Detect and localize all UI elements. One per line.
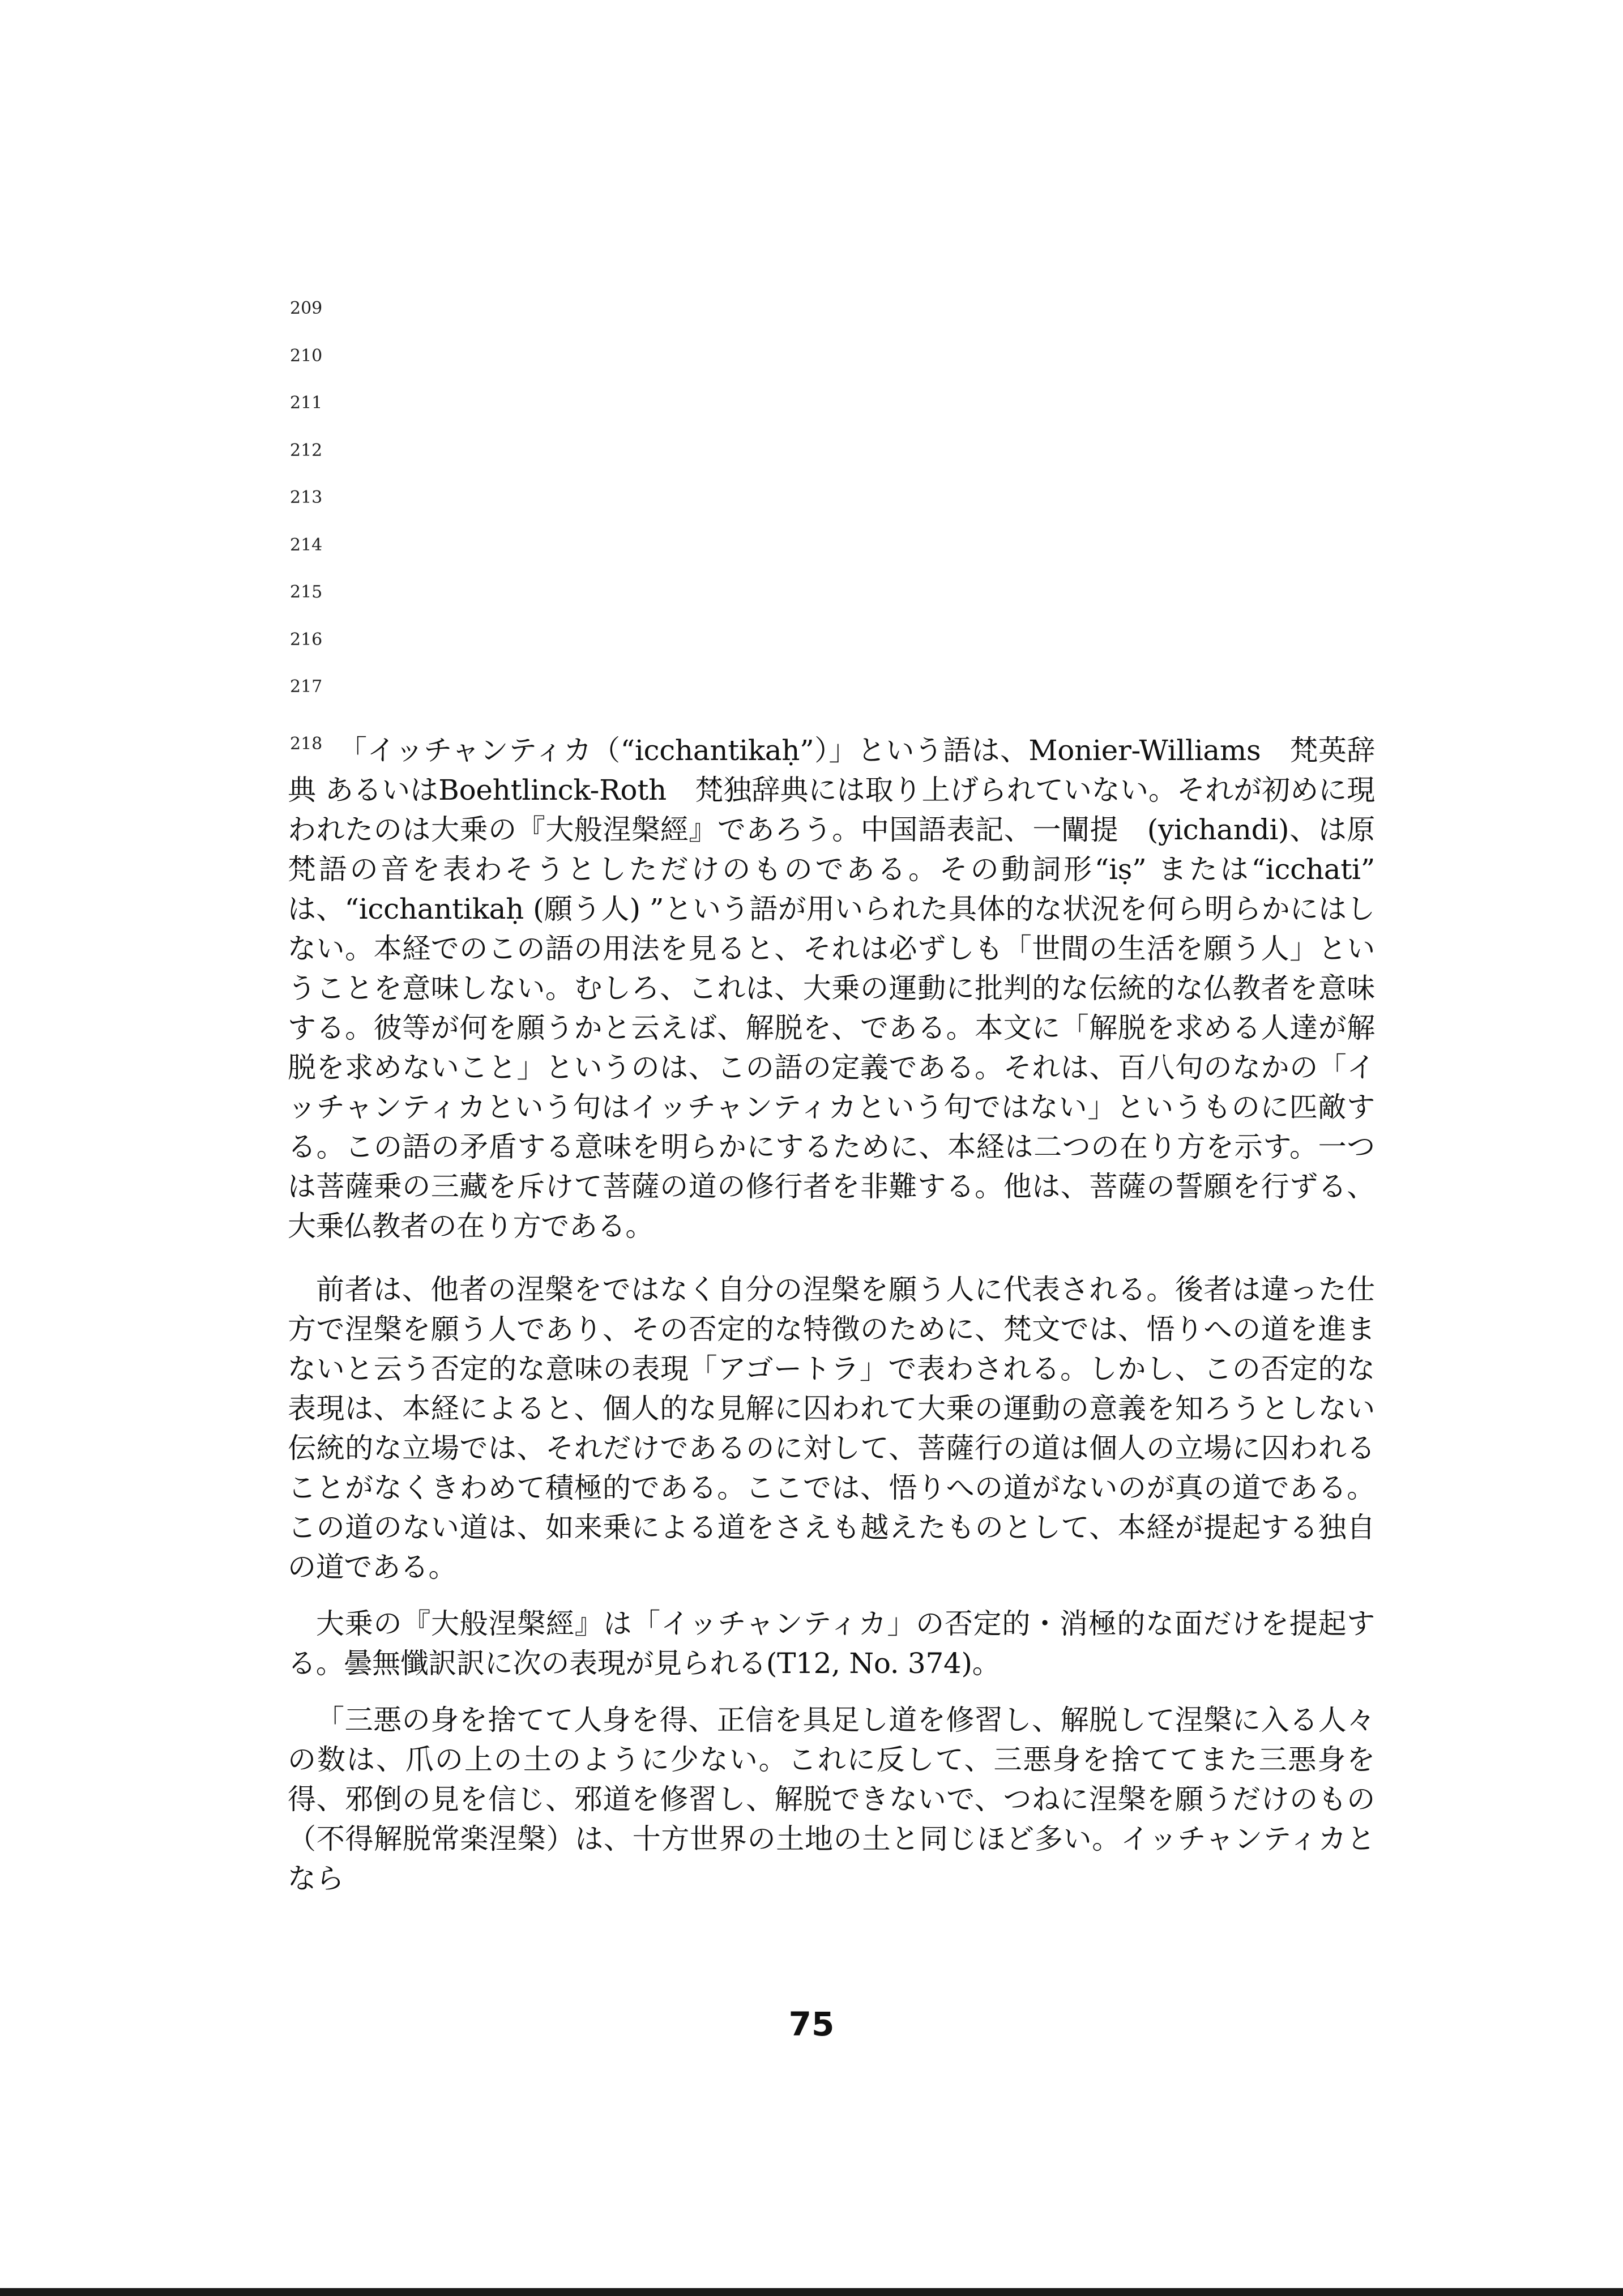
line-number: 211 xyxy=(290,393,323,413)
page-number: 75 xyxy=(788,2005,835,2043)
paragraph: 「三悪の身を捨てて人身を得、正信を具足し道を修習し、解脱して涅槃に入る人々の数は、爪の上の土のように少ない。これに反して、三悪身を捨ててまた三悪身を得、邪倒の見を信じ、邪道を修習し、解脱できないで、つねに涅槃を願うだけのもの（不得解脱常楽涅槃）は、十方世界の土地の土と同じほど多い。イッチャンティカとなら xyxy=(288,1704,1375,1895)
bottom-border xyxy=(0,2288,1623,2296)
note-body xyxy=(288,731,1375,1898)
line-number: 214 xyxy=(290,535,323,555)
note-number: 218 xyxy=(290,734,323,754)
paragraph: 「イッチャンティカ（“icchantikaḥ”）」という語は、Monier-Williams 梵英辞典 あるいはBoehtlinck-Roth 梵独辞典には取り上げられていない。それが初めに現われたのは大乗の『大般涅槃經』であろう。中国語表記、一闡提 (yichandi)、は原梵語の音を表わそうとしただけのものである。その動詞形“iṣ” または“icchati” は、“icchantikaḥ (願う人) ”という語が用いられた具体的な状況を何ら明らかにはしない。本経でのこの語の用法を見ると、それは必ずしも「世間の生活を願う人」ということを意味しない。むしろ、これは、大乗の運動に批判的な伝統的な仏教者を意味する。彼等が何を願うかと云えば、解脱を、である。本文に「解脱を求める人達が解脱を求めないこと」というのは、この語の定義である。それは、百八句のなかの「イッチャンティカという句はイッチャンティカという句ではない」というものに匹敵する。この語の矛盾する意味を明らかにするために、本経は二つの在り方を示す。一つは菩薩乗の三藏を斥けて菩薩の道の修行者を非難する。他は、菩薩の誓願を行ずる、大乗仏教者の在り方である。 xyxy=(288,734,1375,1243)
line-number: 210 xyxy=(290,345,323,366)
paragraph: 大乗の『大般涅槃經』は「イッチャンティカ」の否定的・消極的な面だけを提起する。曇無懺訳訳に次の表現が見られる(T12, No. 374)。 xyxy=(288,1607,1375,1680)
line-number: 212 xyxy=(290,440,323,460)
line-number: 213 xyxy=(290,488,323,507)
line-number: 217 xyxy=(290,677,323,697)
line-number: 209 xyxy=(290,298,323,318)
line-number: 215 xyxy=(290,582,323,602)
line-number: 216 xyxy=(290,629,323,650)
paragraph: 前者は、他者の涅槃をではなく自分の涅槃を願う人に代表される。後者は違った仕方で涅槃を願う人であり、その否定的な特徴のために、梵文では、悟りへの道を進まないと云う否定的な意味の表現「アゴートラ」で表わされる。しかし、この否定的な表現は、本経によると、個人的な見解に囚われて大乗の運動の意義を知ろうとしない伝統的な立場では、それだけであるのに対して、菩薩行の道は個人の立場に囚われることがなくきわめて積極的である。ここでは、悟りへの道がないのが真の道である。この道のない道は、如来乗による道をさえも越えたものとして、本経が提起する独自の道である。 xyxy=(288,1273,1375,1584)
line-number-column xyxy=(290,295,335,720)
